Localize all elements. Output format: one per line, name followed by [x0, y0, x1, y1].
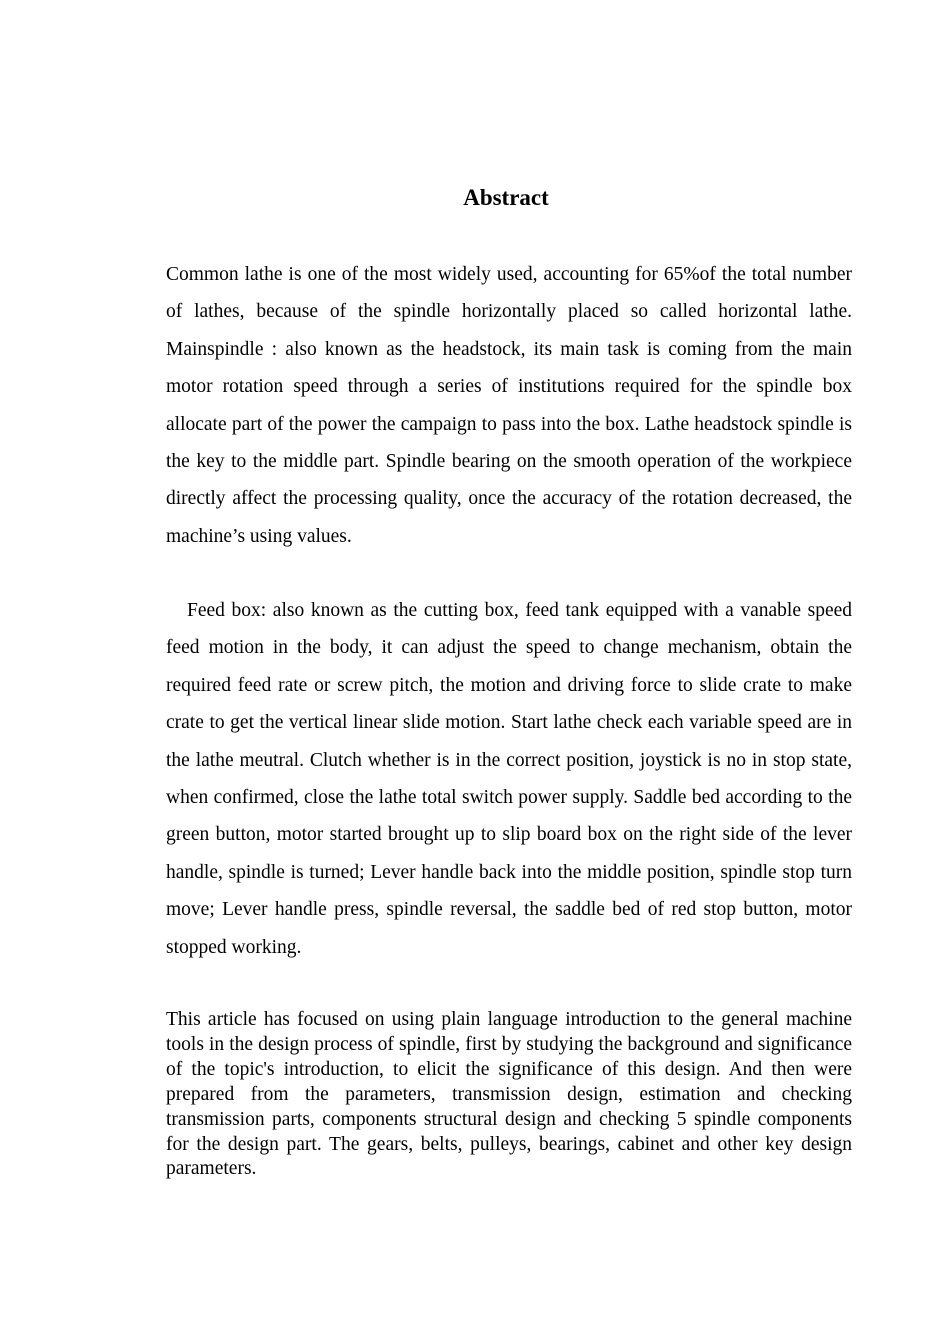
paragraph-article-summary: This article has focused on using plain language introduction to the general machine tools in the design process of spindle, first by studying the background and significance of the topic's introduction, to elicit the significance of this design. And then were prepared from the parameters, transmission design, estimation and checking transmission parts, components structural design and checking 5 spindle components for the design part. The gears, belts, pulleys, bearings, cabinet and other key design parameters.: [166, 1009, 852, 1180]
abstract-title: Abstract: [463, 185, 549, 210]
paragraph-lathe-overview: Common lathe is one of the most widely used, accounting for 65%of the total number of lathes, because of the spindle horizontally placed so called horizontal lathe. Mainspindle : also known as the headstock, its main task is coming from the main motor rotation speed through a series of institutions required for the spindle box allocate part of the power the campaign to pass into the box. Lathe headstock spindle is the key to the middle part. Spindle bearing on the smooth operation of the workpiece directly affect the processing quality, once the accuracy of the rotation decreased, the machine’s using values.: [166, 264, 852, 547]
paragraph-feed-box: Feed box: also known as the cutting box, feed tank equipped with a vanable speed feed motion in the body, it can adjust the speed to change mechanism, obtain the required feed rate or screw pitch, the motion and driving force to slide crate to make crate to get the vertical linear slide motion. Start lathe check each variable speed are in the lathe meutral. Clutch whether is in the correct position, joystick is no in stop state, when confirmed, close the lathe total switch power supply. Saddle bed according to the green button, motor started brought up to slip board box on the right side of the lever handle, spindle is turned; Lever handle back into the middle position, spindle stop turn move; Lever handle press, spindle reversal, the saddle bed of red stop button, motor stopped working.: [166, 600, 852, 958]
